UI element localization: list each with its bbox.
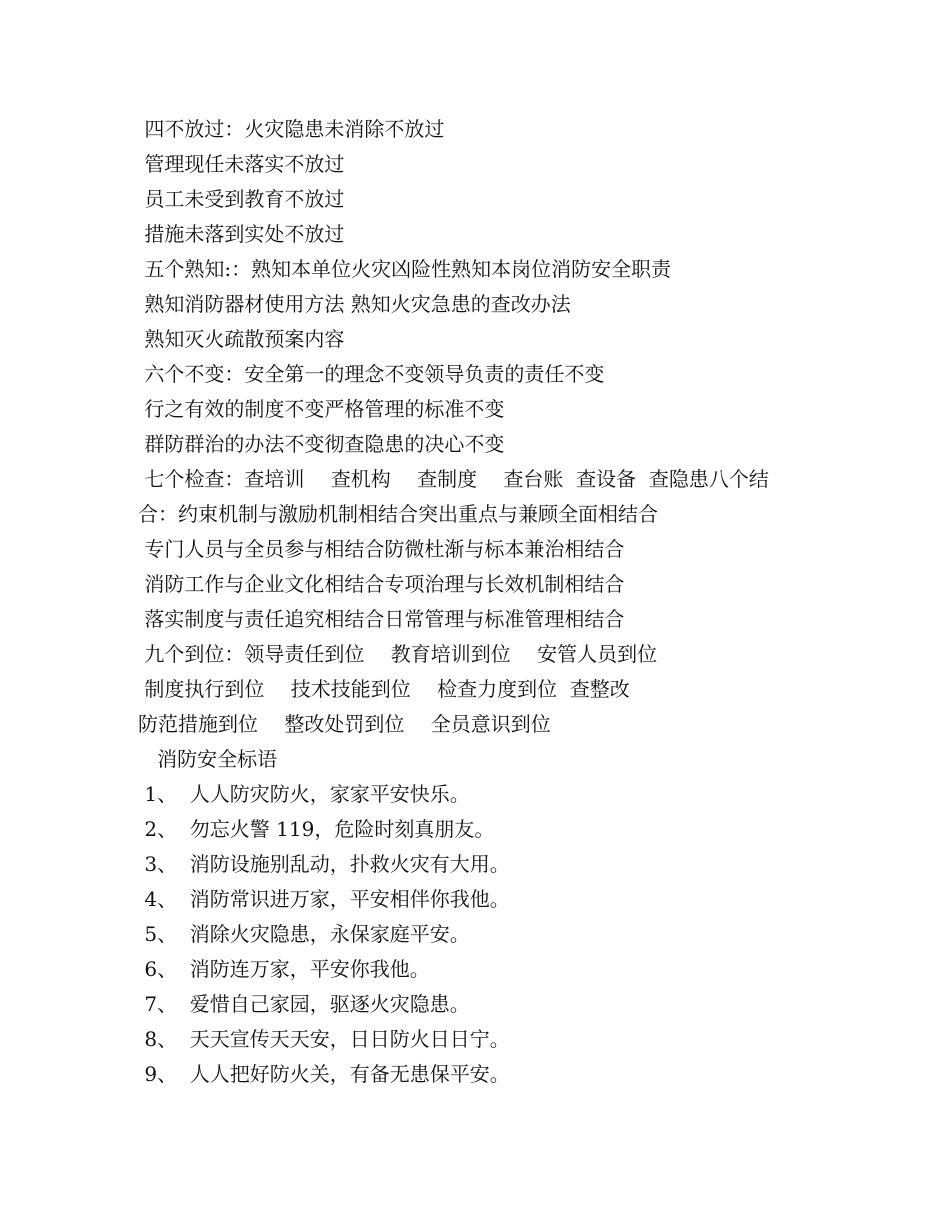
list-item: 7、 爱惜自己家园，驱逐火灾隐患。: [138, 992, 470, 1016]
text-line: 消防工作与企业文化相结合专项治理与长效机制相结合: [138, 572, 625, 596]
text-line: 七个检查：查培训 查机构 查制度 查台账 查设备 查隐患八个结: [138, 467, 769, 491]
text-line: 管理现任未落实不放过: [138, 152, 345, 176]
text-line: 六个不变：安全第一的理念不变领导负责的责任不变: [138, 362, 605, 386]
text-line: 熟知消防器材使用方法 熟知火灾急患的查改办法: [138, 292, 571, 316]
text-line: 四不放过：火灾隐患未消除不放过: [138, 117, 445, 141]
document-body: [138, 112, 838, 1092]
text-line: 行之有效的制度不变严格管理的标准不变: [138, 397, 505, 421]
text-line: 熟知灭火疏散预案内容: [138, 327, 345, 351]
text-line: 落实制度与责任追究相结合日常管理与标准管理相结合: [138, 607, 625, 631]
section-heading: 消防安全标语: [138, 747, 278, 771]
list-item: 1、 人人防灾防火，家家平安快乐。: [138, 782, 470, 806]
text-line: 专门人员与全员参与相结合防微杜渐与标本兼治相结合: [138, 537, 625, 561]
list-item: 9、 人人把好防火关，有备无患保平安。: [138, 1062, 510, 1086]
list-item: 3、 消防设施别乱动，扑救火灾有大用。: [138, 852, 510, 876]
text-line: 制度执行到位 技术技能到位 检查力度到位 查整改: [138, 677, 630, 701]
list-item: 8、 天天宣传天天安，日日防火日日宁。: [138, 1027, 510, 1051]
text-line: 措施未落到实处不放过: [138, 222, 345, 246]
list-item: 6、 消防连万家，平安你我他。: [138, 957, 430, 981]
list-item: 5、 消除火灾隐患，永保家庭平安。: [138, 922, 470, 946]
text-line: 防范措施到位 整改处罚到位 全员意识到位: [138, 712, 551, 736]
text-line: 九个到位：领导责任到位 教育培训到位 安管人员到位: [138, 642, 658, 666]
text-line: 五个熟知:：熟知本单位火灾凶险性熟知本岗位消防安全职责: [138, 257, 672, 281]
text-line: 员工未受到教育不放过: [138, 187, 345, 211]
text-line: 合：约束机制与激励机制相结合突出重点与兼顾全面相结合: [138, 502, 658, 526]
text-line: 群防群治的办法不变彻查隐患的决心不变: [138, 432, 505, 456]
list-item: 4、 消防常识进万家，平安相伴你我他。: [138, 887, 510, 911]
list-item: 2、 勿忘火警 119，危险时刻真朋友。: [138, 817, 495, 841]
